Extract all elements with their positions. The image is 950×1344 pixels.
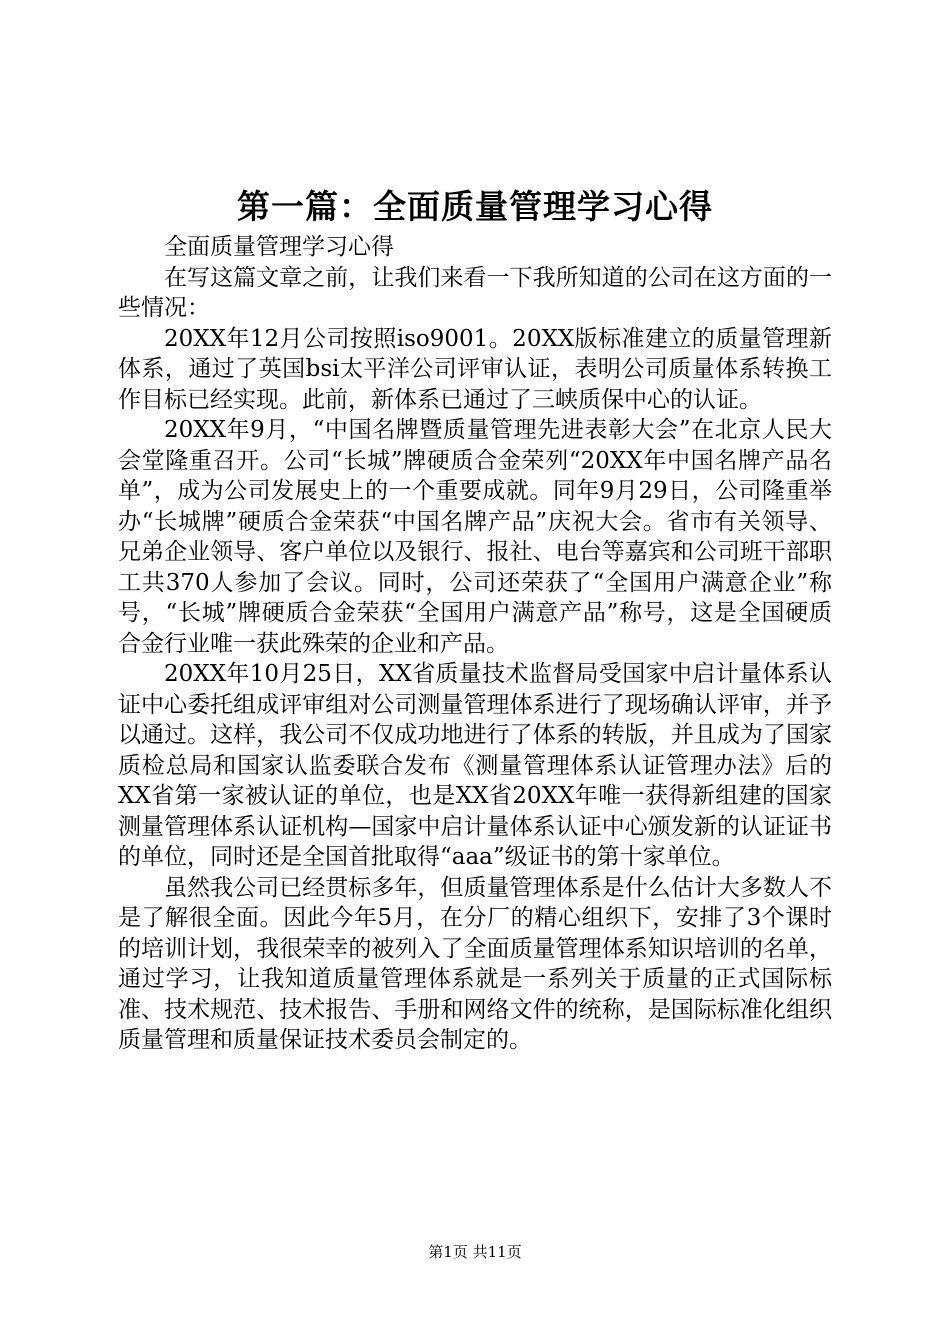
document-body	[118, 232, 832, 1056]
paragraph-subtitle: 全面质量管理学习心得	[164, 234, 394, 260]
paragraph-brand-award: 20XX年9月，“中国名牌暨质量管理先进表彰大会”在北京人民大会堂隆重召开。公司“长城”牌硬质合金荣列“20XX年中国名牌产品名单”，成为公司发展史上的一个重要成就。同年9月29日，公司隆重举办“长城牌”硬质合金荣获“中国名牌产品”庆祝大会。省市有关领导、兄弟企业领导、客户单位以及银行、报社、电台等嘉宾和公司班干部职工共370人参加了会议。同时，公司还荣获了“全国用户满意企业”称号，“长城”牌硬质合金荣获“全国用户满意产品”称号，这是全国硬质合金行业唯一获此殊荣的企业和产品。	[118, 417, 832, 657]
document-title: 第一篇：全面质量管理学习心得	[237, 187, 713, 226]
paragraph-measurement-system: 20XX年10月25日，XX省质量技术监督局受国家中启计量体系认证中心委托组成评审组对公司测量管理体系进行了现场确认评审，并予以通过。这样，我公司不仅成功地进行了体系的转版，并且成为了国家质检总局和国家认监委联合发布《测量管理体系认证管理办法》后的XX省第一家被认证的单位，也是XX省20XX年唯一获得新组建的国家测量管理体系认证机构—国家中启计量体系认证中心颁发新的认证证书的单位，同时还是全国首批取得“aaa”级证书的第十家单位。	[118, 661, 832, 870]
paragraph-intro: 在写这篇文章之前，让我们来看一下我所知道的公司在这方面的一些情况：	[118, 264, 832, 321]
paragraph-training: 虽然我公司已经贯标多年，但质量管理体系是什么估计大多数人不是了解很全面。因此今年5月，在分厂的精心组织下，安排了3个课时的培训计划，我很荣幸的被列入了全面质量管理体系知识培训的名单，通过学习，让我知道质量管理体系就是一系列关于质量的正式国际标准、技术规范、技术报告、手册和网络文件的统称，是国际标准化组织质量管理和质量保证技术委员会制定的。	[118, 874, 832, 1053]
paragraph-iso9001: 20XX年12月公司按照iso9001。20XX版标准建立的质量管理新体系，通过了英国bsi太平洋公司评审认证，表明公司质量体系转换工作目标已经实现。此前，新体系已通过了三峡质保中心的认证。	[118, 325, 832, 413]
page-footer: 第1页 共11页	[428, 1243, 522, 1261]
